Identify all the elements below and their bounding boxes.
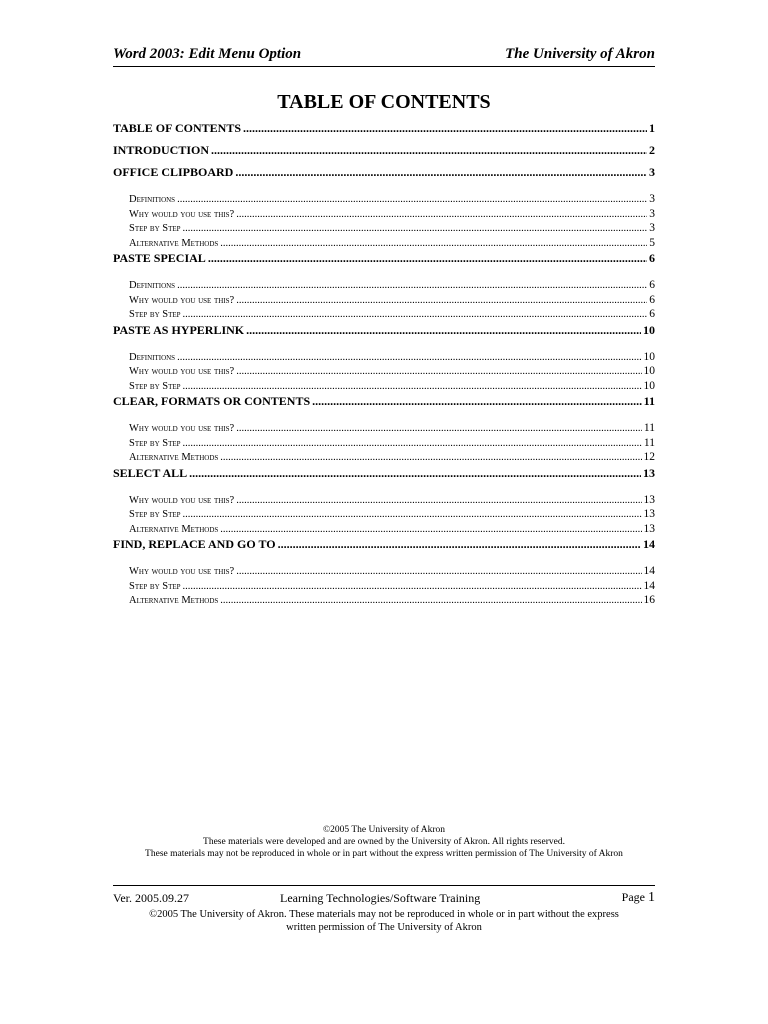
footer-department: Learning Technologies/Software Training <box>280 891 481 905</box>
toc-entry-title: Step by Step <box>129 509 181 520</box>
toc-entry-section[interactable] <box>113 393 655 415</box>
toc-entry-subsection[interactable] <box>113 278 655 293</box>
toc-entry-section[interactable] <box>113 142 655 164</box>
toc-entry-title: Why would you use this? <box>129 423 235 434</box>
toc-entry-title: TABLE OF CONTENTS <box>113 121 242 135</box>
toc-leader-dots <box>183 308 648 323</box>
toc-page-number: 14 <box>643 537 655 551</box>
toc-page-number: 1 <box>649 121 655 135</box>
page-title: TABLE OF CONTENTS <box>277 91 491 113</box>
copyright-notice <box>0 824 768 860</box>
toc-leader-dots <box>278 536 641 552</box>
toc-leader-dots <box>246 322 641 338</box>
toc-leader-dots <box>236 294 647 309</box>
toc-leader-dots <box>183 380 642 395</box>
page-header <box>113 44 655 67</box>
toc-entry-title: Definitions <box>129 280 176 291</box>
toc-page-number: 3 <box>649 207 655 220</box>
toc-leader-dots <box>236 365 641 380</box>
toc-entry-subsection[interactable] <box>113 192 655 207</box>
toc-entry-subsection[interactable] <box>113 350 655 365</box>
toc-leader-dots <box>235 164 647 180</box>
toc-entry-title: Alternative Methods <box>129 237 219 249</box>
toc-entry-subsection[interactable] <box>113 379 655 394</box>
toc-entry-title: Definitions <box>129 351 176 363</box>
toc-page-number: 14 <box>643 565 655 577</box>
footer-version: Ver. 2005.09.27 <box>113 891 189 905</box>
toc-leader-dots <box>243 120 647 136</box>
footer-page-number <box>622 890 655 906</box>
toc-entry-title: Definitions <box>129 194 176 205</box>
toc-page-number: 11 <box>643 394 655 408</box>
toc-leader-dots <box>177 193 647 208</box>
toc-page-number: 6 <box>649 308 655 320</box>
toc-entry-title: INTRODUCTION <box>113 143 210 157</box>
toc-entry-subsection[interactable] <box>113 293 655 308</box>
toc-page-number: 14 <box>643 579 655 592</box>
footer-page-label: Page <box>621 890 645 904</box>
toc-entry-subsection[interactable] <box>113 450 655 465</box>
toc-page-number: 12 <box>643 451 655 463</box>
toc-entry-title: CLEAR, FORMATS OR CONTENTS <box>113 394 311 408</box>
toc-entry-subsection[interactable] <box>113 522 655 537</box>
toc-leader-dots <box>208 250 647 266</box>
toc-entry-subsection[interactable] <box>113 364 655 379</box>
toc-leader-dots <box>312 393 642 409</box>
toc-page-number: 6 <box>649 279 655 291</box>
toc-entry-section[interactable] <box>113 465 655 487</box>
toc-page-number: 6 <box>649 251 655 265</box>
toc-entry-subsection[interactable] <box>113 307 655 322</box>
toc-entry-section[interactable] <box>113 120 655 142</box>
toc-page-number: 13 <box>643 493 655 506</box>
header-institution: The University of Akron <box>505 46 655 62</box>
toc-entry-title: Alternative Methods <box>129 595 219 606</box>
toc-entry-title: Step by Step <box>129 580 181 592</box>
toc-leader-dots <box>183 508 642 523</box>
toc-page-number: 10 <box>643 322 655 337</box>
toc-leader-dots <box>236 565 641 580</box>
toc-entry-subsection[interactable] <box>113 221 655 236</box>
toc-entry-title: Step by Step <box>129 309 181 320</box>
toc-entry-subsection[interactable] <box>113 421 655 436</box>
footer-note-line: written permission of The University of Akron <box>286 922 482 933</box>
footer-page-value: 1 <box>648 890 655 905</box>
toc-page-number: 10 <box>643 350 655 363</box>
toc-leader-dots <box>183 222 648 237</box>
toc-entry-title: Step by Step <box>129 380 181 392</box>
toc-leader-dots <box>236 494 641 509</box>
toc-entry-title: Why would you use this? <box>129 494 235 506</box>
toc-page-number: 3 <box>649 222 655 234</box>
toc-entry-section[interactable] <box>113 164 655 186</box>
toc-page-number: 10 <box>643 379 655 392</box>
toc-page-number: 16 <box>643 594 655 606</box>
toc-entry-subsection[interactable] <box>113 507 655 522</box>
toc-leader-dots <box>220 451 641 466</box>
toc-page-number: 11 <box>643 436 655 449</box>
copyright-line: ©2005 The University of Akron <box>322 825 446 835</box>
footer-note <box>113 908 655 934</box>
toc-leader-dots <box>236 422 642 437</box>
toc-page-number: 10 <box>643 365 655 377</box>
toc-entry-title: Step by Step <box>129 223 181 234</box>
toc-entry-title: Alternative Methods <box>129 452 219 463</box>
toc-leader-dots <box>189 465 641 481</box>
toc-entry-title: Why would you use this? <box>129 208 235 220</box>
toc-page-number: 13 <box>643 508 655 520</box>
toc-page-number: 5 <box>649 236 655 249</box>
toc-entry-title: Why would you use this? <box>129 566 235 577</box>
toc-entry-title: FIND, REPLACE AND GO TO <box>113 537 276 551</box>
table-of-contents <box>113 120 655 608</box>
toc-entry-section[interactable] <box>113 250 655 272</box>
header-document-title: Word 2003: Edit Menu Option <box>113 46 302 62</box>
toc-page-number: 3 <box>649 165 655 179</box>
toc-entry-subsection[interactable] <box>113 493 655 508</box>
toc-leader-dots <box>220 523 641 538</box>
toc-page-number: 3 <box>649 193 655 205</box>
toc-leader-dots <box>183 437 642 452</box>
toc-entry-title: Alternative Methods <box>129 523 219 535</box>
toc-entry-subsection[interactable] <box>113 236 655 251</box>
toc-entry-title: Why would you use this? <box>129 366 235 377</box>
toc-entry-title: PASTE AS HYPERLINK <box>113 322 245 337</box>
toc-leader-dots <box>220 594 641 609</box>
toc-page-number: 2 <box>649 143 655 157</box>
toc-page-number: 6 <box>649 293 655 306</box>
toc-entry-subsection[interactable] <box>113 207 655 222</box>
toc-entry-section[interactable] <box>113 536 655 558</box>
toc-entry-title: Step by Step <box>129 437 181 449</box>
toc-page-number: 13 <box>643 522 655 535</box>
toc-leader-dots <box>220 237 647 252</box>
toc-entry-title: OFFICE CLIPBOARD <box>113 165 234 179</box>
toc-entry-subsection[interactable] <box>113 579 655 594</box>
ownership-line: These materials were developed and are owned by the University of Akron. All rights reserved. <box>203 837 565 847</box>
toc-page-number: 11 <box>643 422 655 434</box>
toc-entry-subsection[interactable] <box>113 564 655 579</box>
reproduction-line: These materials may not be reproduced in whole or in part without the express written permission of The University of Akron <box>145 849 623 859</box>
footer-note-line: ©2005 The University of Akron. These materials may not be reproduced in whole or in part without the express <box>149 909 619 920</box>
toc-leader-dots <box>177 351 641 366</box>
page-footer <box>113 885 655 934</box>
toc-leader-dots <box>236 208 647 223</box>
toc-leader-dots <box>183 580 642 595</box>
toc-entry-section[interactable] <box>113 322 655 344</box>
toc-page-number: 13 <box>643 465 655 480</box>
toc-leader-dots <box>211 142 647 158</box>
toc-entry-subsection[interactable] <box>113 593 655 608</box>
toc-entry-title: SELECT ALL <box>113 465 188 480</box>
toc-entry-title: Why would you use this? <box>129 294 235 306</box>
toc-entry-title: PASTE SPECIAL <box>113 251 206 265</box>
toc-entry-subsection[interactable] <box>113 436 655 451</box>
toc-leader-dots <box>177 279 647 294</box>
